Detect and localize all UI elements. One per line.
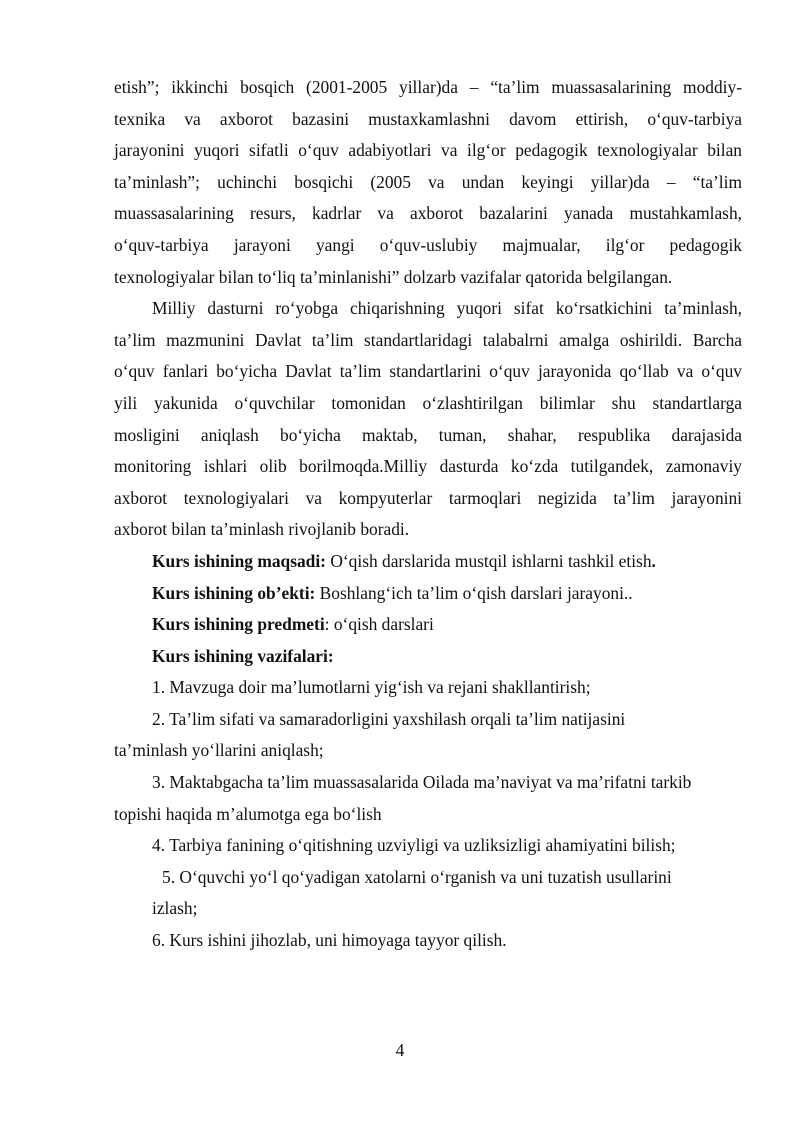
goal-text: O‘qish darslarida mustqil ishlarni tashkil etish [325,550,652,571]
text-line: axborot bilan ta’minlash rivojlanib boradi. [114,519,410,540]
text-line: ta’lim mazmunini Davlat ta’lim standartlaridagi talabalrni amalga oshirildi. Barcha [114,329,742,350]
object-text: Boshlang‘ich ta’lim o‘qish darslari jarayoni.. [315,582,633,603]
paragraph-national-program [114,293,742,546]
text-line: monitoring ishlari olib borilmoqda.Milliy dasturda ko‘zda tutilgandek, zamonaviy [114,456,742,477]
object-label: Kurs ishining ob’ekti: [152,582,316,603]
tasks-heading [114,641,742,673]
task-item-continuation: ta’minlash yo‘llarini aniqlash; [114,740,324,761]
task-item: 2. Ta’lim sifati va samaradorligini yaxshilash orqali ta’lim natijasini [152,708,626,729]
task-item: 5. O‘quvchi yo‘l qo‘yadigan xatolarni o‘rganish va uni tuzatish usullarini [162,866,672,887]
text-line: ta’minlash”; uchinchi bosqichi (2005 va undan keyingi yillar)da – “ta’lim [114,171,742,192]
text-line: etish”; ikkinchi bosqich (2001-2005 yillar)da – “ta’lim muassasalarining moddiy- [114,77,742,97]
course-goal [114,546,742,578]
text-line: texnika va axborot bazasini mustaxkamlashni davom ettirish, o‘quv-tarbiya [114,108,742,129]
page-number: 4 [395,1040,405,1060]
text-line: yili yakunida o‘quvchilar tomonidan o‘zlashtirilgan bilimlar shu standartlarga [114,392,742,413]
tasks-label: Kurs ishining vazifalari: [152,645,334,666]
goal-label: Kurs ishining maqsadi: [152,550,326,571]
text-line: Milliy dasturni ro‘yobga chiqarishning yuqori sifat ko‘rsatkichini ta’minlash, [152,298,742,319]
subject-label: Kurs ishining predmeti [152,614,325,635]
goal-end: . [651,550,656,571]
task-item: 6. Kurs ishini jihozlab, uni himoyaga tayyor qilish. [152,930,507,951]
tasks-list [114,672,742,956]
text-line: muassasalarining resurs, kadrlar va axborot bazalarini yanada mustahkamlash, [114,203,742,224]
page-body [114,72,742,957]
text-line: axborot texnologiyalari va kompyuterlar tarmoqlari negizida ta’lim jarayonini [114,487,742,508]
text-line: jarayonini yuqori sifatli o‘quv adabiyotlari va ilg‘or pedagogik texnologiyalar bilan [114,140,742,161]
paragraph-stages [114,72,742,293]
task-item: 1. Mavzuga doir ma’lumotlarni yig‘ish va rejani shakllantirish; [152,677,591,698]
text-line: o‘quv-tarbiya jarayoni yangi o‘quv-uslubiy majmualar, ilg‘or pedagogik [114,234,742,255]
task-item: 3. Maktabgacha ta’lim muassasalarida Oilada ma’naviyat va ma’rifatni tarkib [152,772,692,793]
text-line: texnologiyalar bilan to‘liq ta’minlanishi” dolzarb vazifalar qatorida belgilangan. [114,266,673,287]
course-object [114,578,742,610]
course-subject [114,609,742,641]
text-line: o‘quv fanlari bo‘yicha Davlat ta’lim standartlarini o‘quv jarayonida qo‘llab va o‘quv [114,361,742,382]
subject-text: : o‘qish darslari [324,614,434,635]
task-item-continuation: topishi haqida m’alumotga ega bo‘lish [114,803,382,824]
task-item: 4. Tarbiya fanining o‘qitishning uzviyligi va uzliksizligi ahamiyatini bilish; [152,835,676,856]
task-item-continuation: izlash; [152,898,198,919]
text-line: mosligini aniqlash bo‘yicha maktab, tuman, shahar, respublika darajasida [114,424,742,445]
